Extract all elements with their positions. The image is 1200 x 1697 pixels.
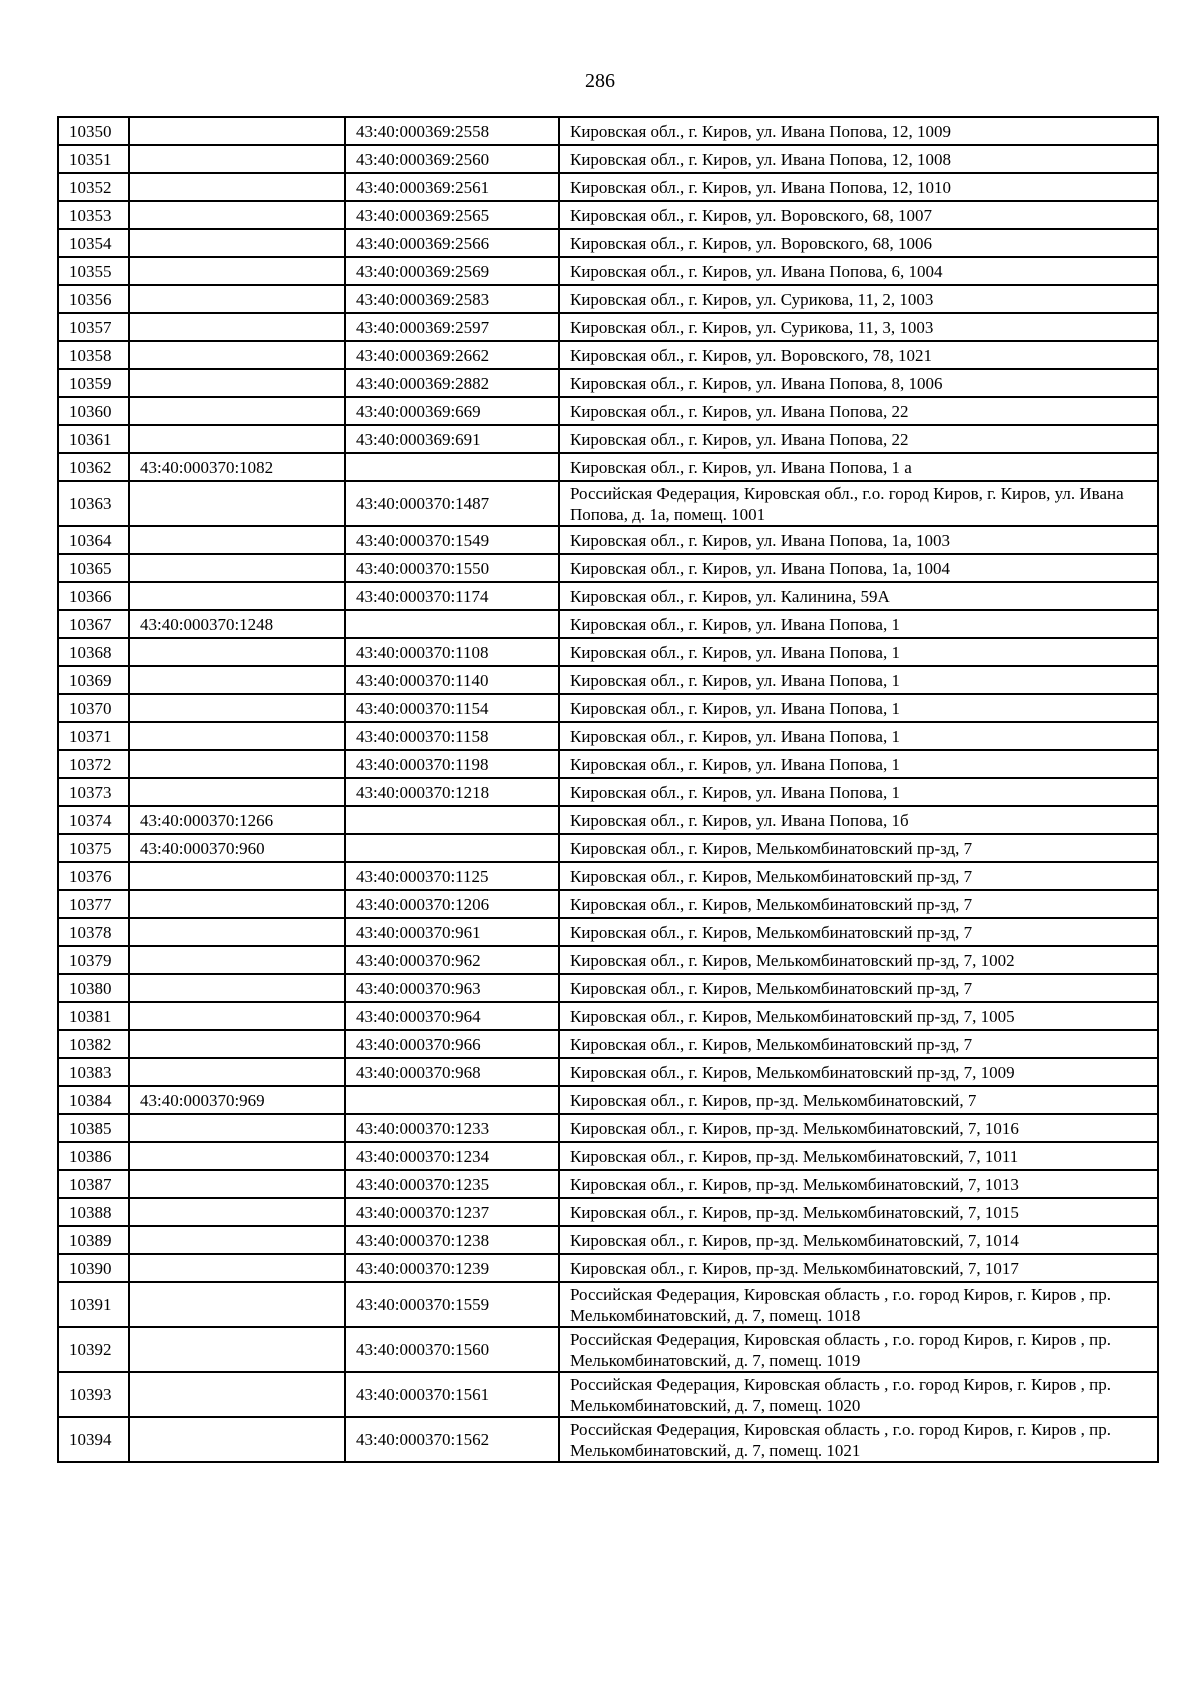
table-row (58, 750, 1158, 778)
table-row (58, 1002, 1158, 1030)
cadastral-number-1-cell (129, 1417, 345, 1462)
cadastral-number-2-cell: 43:40:000369:2565 (345, 201, 559, 229)
table-row (58, 694, 1158, 722)
cadastral-number-1-cell: 43:40:000370:1266 (129, 806, 345, 834)
cadastral-number-2-cell: 43:40:000369:2583 (345, 285, 559, 313)
cadastral-number-1-cell (129, 425, 345, 453)
cadastral-number-1-cell (129, 229, 345, 257)
cadastral-number-2-cell: 43:40:000370:1125 (345, 862, 559, 890)
cadastral-number-2-cell: 43:40:000370:1218 (345, 778, 559, 806)
cadastral-number-2-cell: 43:40:000369:2560 (345, 145, 559, 173)
table-row (58, 1170, 1158, 1198)
table-row (58, 1372, 1158, 1417)
row-number-cell: 10372 (58, 750, 129, 778)
table-row (58, 890, 1158, 918)
table-row (58, 1142, 1158, 1170)
address-cell: Кировская обл., г. Киров, Мелькомбинатовский пр-зд, 7, 1005 (559, 1002, 1158, 1030)
row-number-cell: 10377 (58, 890, 129, 918)
cadastral-number-2-cell: 43:40:000370:1561 (345, 1372, 559, 1417)
row-number-cell: 10369 (58, 666, 129, 694)
table-row (58, 341, 1158, 369)
cadastral-number-2-cell: 43:40:000369:2561 (345, 173, 559, 201)
cadastral-number-1-cell (129, 1282, 345, 1327)
cadastral-number-1-cell (129, 1198, 345, 1226)
table-row (58, 582, 1158, 610)
cadastral-number-1-cell (129, 722, 345, 750)
cadastral-number-2-cell: 43:40:000370:1198 (345, 750, 559, 778)
cadastral-number-1-cell (129, 313, 345, 341)
cadastral-number-1-cell (129, 341, 345, 369)
cadastral-number-1-cell: 43:40:000370:960 (129, 834, 345, 862)
cadastral-number-2-cell: 43:40:000370:1108 (345, 638, 559, 666)
address-cell: Кировская обл., г. Киров, Мелькомбинатовский пр-зд, 7, 1009 (559, 1058, 1158, 1086)
row-number-cell: 10371 (58, 722, 129, 750)
row-number-cell: 10365 (58, 554, 129, 582)
address-cell: Кировская обл., г. Киров, ул. Ивана Попова, 1а, 1003 (559, 526, 1158, 554)
row-number-cell: 10378 (58, 918, 129, 946)
cadastral-number-2-cell (345, 453, 559, 481)
cadastral-number-1-cell: 43:40:000370:1082 (129, 453, 345, 481)
cadastral-number-1-cell (129, 1058, 345, 1086)
row-number-cell: 10386 (58, 1142, 129, 1170)
cadastral-number-2-cell: 43:40:000369:2882 (345, 369, 559, 397)
address-cell: Кировская обл., г. Киров, ул. Сурикова, 11, 3, 1003 (559, 313, 1158, 341)
table-row (58, 946, 1158, 974)
cadastral-number-1-cell (129, 1114, 345, 1142)
cadastral-number-2-cell: 43:40:000370:963 (345, 974, 559, 1002)
address-cell: Кировская обл., г. Киров, ул. Ивана Попова, 22 (559, 425, 1158, 453)
cadastral-number-2-cell: 43:40:000370:964 (345, 1002, 559, 1030)
cadastral-number-1-cell (129, 145, 345, 173)
table-row (58, 834, 1158, 862)
address-cell: Кировская обл., г. Киров, ул. Ивана Попова, 1 (559, 722, 1158, 750)
cadastral-number-2-cell (345, 834, 559, 862)
table-row (58, 145, 1158, 173)
table-row (58, 313, 1158, 341)
table-row (58, 722, 1158, 750)
row-number-cell: 10352 (58, 173, 129, 201)
cadastral-number-2-cell: 43:40:000370:1562 (345, 1417, 559, 1462)
cadastral-number-1-cell (129, 201, 345, 229)
address-cell: Кировская обл., г. Киров, ул. Ивана Попова, 22 (559, 397, 1158, 425)
table-row (58, 229, 1158, 257)
address-cell: Российская Федерация, Кировская обл., г.о. город Киров, г. Киров, ул. Ивана Попова, д. 1а, помещ. 1001 (559, 481, 1158, 526)
table-row (58, 453, 1158, 481)
cadastral-number-2-cell: 43:40:000369:669 (345, 397, 559, 425)
address-cell: Кировская обл., г. Киров, Мелькомбинатовский пр-зд, 7 (559, 890, 1158, 918)
address-cell: Российская Федерация, Кировская область , г.о. город Киров, г. Киров , пр. Мелькомбинатовский, д. 7, помещ. 1019 (559, 1327, 1158, 1372)
table-row (58, 1086, 1158, 1114)
cadastral-number-2-cell: 43:40:000369:2558 (345, 117, 559, 145)
address-cell: Кировская обл., г. Киров, ул. Ивана Попова, 1б (559, 806, 1158, 834)
cadastral-number-2-cell: 43:40:000369:2566 (345, 229, 559, 257)
row-number-cell: 10388 (58, 1198, 129, 1226)
cadastral-number-1-cell (129, 1372, 345, 1417)
cadastral-number-2-cell: 43:40:000370:1487 (345, 481, 559, 526)
table-row (58, 1254, 1158, 1282)
address-cell: Российская Федерация, Кировская область , г.о. город Киров, г. Киров , пр. Мелькомбинатовский, д. 7, помещ. 1021 (559, 1417, 1158, 1462)
registry-table-body (58, 117, 1158, 1462)
row-number-cell: 10374 (58, 806, 129, 834)
cadastral-number-2-cell: 43:40:000370:1549 (345, 526, 559, 554)
address-cell: Кировская обл., г. Киров, пр-зд. Мелькомбинатовский, 7, 1016 (559, 1114, 1158, 1142)
page-number: 286 (585, 70, 615, 92)
table-row (58, 1198, 1158, 1226)
row-number-cell: 10391 (58, 1282, 129, 1327)
cadastral-number-2-cell: 43:40:000369:691 (345, 425, 559, 453)
cadastral-number-1-cell (129, 554, 345, 582)
table-row (58, 1282, 1158, 1327)
address-cell: Кировская обл., г. Киров, ул. Ивана Попова, 1 (559, 638, 1158, 666)
address-cell: Кировская обл., г. Киров, ул. Ивана Попова, 1а, 1004 (559, 554, 1158, 582)
cadastral-number-2-cell: 43:40:000370:1559 (345, 1282, 559, 1327)
address-cell: Кировская обл., г. Киров, ул. Ивана Попова, 8, 1006 (559, 369, 1158, 397)
cadastral-number-1-cell (129, 117, 345, 145)
cadastral-number-2-cell (345, 1086, 559, 1114)
row-number-cell: 10366 (58, 582, 129, 610)
row-number-cell: 10376 (58, 862, 129, 890)
table-row (58, 425, 1158, 453)
table-row (58, 554, 1158, 582)
cadastral-number-1-cell (129, 694, 345, 722)
address-cell: Кировская обл., г. Киров, пр-зд. Мелькомбинатовский, 7 (559, 1086, 1158, 1114)
cadastral-number-2-cell: 43:40:000370:1206 (345, 890, 559, 918)
row-number-cell: 10379 (58, 946, 129, 974)
table-row (58, 1030, 1158, 1058)
address-cell: Российская Федерация, Кировская область , г.о. город Киров, г. Киров , пр. Мелькомбинатовский, д. 7, помещ. 1018 (559, 1282, 1158, 1327)
table-row (58, 526, 1158, 554)
table-row (58, 610, 1158, 638)
cadastral-number-1-cell (129, 369, 345, 397)
address-cell: Кировская обл., г. Киров, Мелькомбинатовский пр-зд, 7 (559, 862, 1158, 890)
row-number-cell: 10362 (58, 453, 129, 481)
cadastral-number-1-cell (129, 526, 345, 554)
table-row (58, 285, 1158, 313)
cadastral-number-2-cell: 43:40:000370:961 (345, 918, 559, 946)
cadastral-number-2-cell: 43:40:000370:1233 (345, 1114, 559, 1142)
cadastral-number-2-cell (345, 806, 559, 834)
address-cell: Кировская обл., г. Киров, ул. Ивана Попова, 1 (559, 666, 1158, 694)
cadastral-number-1-cell (129, 1254, 345, 1282)
table-row (58, 117, 1158, 145)
row-number-cell: 10389 (58, 1226, 129, 1254)
cadastral-number-1-cell (129, 918, 345, 946)
cadastral-number-2-cell: 43:40:000370:962 (345, 946, 559, 974)
table-row (58, 173, 1158, 201)
row-number-cell: 10359 (58, 369, 129, 397)
table-row (58, 974, 1158, 1002)
address-cell: Кировская обл., г. Киров, Мелькомбинатовский пр-зд, 7 (559, 974, 1158, 1002)
address-cell: Кировская обл., г. Киров, ул. Воровского, 68, 1006 (559, 229, 1158, 257)
address-cell: Кировская обл., г. Киров, ул. Ивана Попова, 1 (559, 750, 1158, 778)
table-row (58, 1417, 1158, 1462)
cadastral-number-1-cell (129, 974, 345, 1002)
row-number-cell: 10373 (58, 778, 129, 806)
row-number-cell: 10393 (58, 1372, 129, 1417)
table-row (58, 257, 1158, 285)
table-row (58, 862, 1158, 890)
row-number-cell: 10383 (58, 1058, 129, 1086)
row-number-cell: 10370 (58, 694, 129, 722)
cadastral-number-1-cell (129, 481, 345, 526)
row-number-cell: 10375 (58, 834, 129, 862)
cadastral-number-1-cell (129, 257, 345, 285)
address-cell: Кировская обл., г. Киров, ул. Калинина, 59А (559, 582, 1158, 610)
registry-table (57, 116, 1159, 1463)
address-cell: Кировская обл., г. Киров, ул. Воровского, 68, 1007 (559, 201, 1158, 229)
cadastral-number-2-cell (345, 610, 559, 638)
row-number-cell: 10390 (58, 1254, 129, 1282)
table-row (58, 397, 1158, 425)
row-number-cell: 10385 (58, 1114, 129, 1142)
cadastral-number-1-cell (129, 1170, 345, 1198)
table-row (58, 481, 1158, 526)
address-cell: Российская Федерация, Кировская область , г.о. город Киров, г. Киров , пр. Мелькомбинатовский, д. 7, помещ. 1020 (559, 1372, 1158, 1417)
table-row (58, 806, 1158, 834)
address-cell: Кировская обл., г. Киров, ул. Ивана Попова, 1 (559, 694, 1158, 722)
row-number-cell: 10354 (58, 229, 129, 257)
address-cell: Кировская обл., г. Киров, Мелькомбинатовский пр-зд, 7 (559, 834, 1158, 862)
table-row (58, 638, 1158, 666)
address-cell: Кировская обл., г. Киров, Мелькомбинатовский пр-зд, 7 (559, 918, 1158, 946)
table-row (58, 1327, 1158, 1372)
address-cell: Кировская обл., г. Киров, ул. Ивана Попова, 1 (559, 778, 1158, 806)
cadastral-number-2-cell: 43:40:000370:968 (345, 1058, 559, 1086)
address-cell: Кировская обл., г. Киров, Мелькомбинатовский пр-зд, 7, 1002 (559, 946, 1158, 974)
cadastral-number-2-cell: 43:40:000370:1158 (345, 722, 559, 750)
row-number-cell: 10353 (58, 201, 129, 229)
cadastral-number-2-cell: 43:40:000370:1140 (345, 666, 559, 694)
row-number-cell: 10356 (58, 285, 129, 313)
cadastral-number-1-cell: 43:40:000370:969 (129, 1086, 345, 1114)
cadastral-number-1-cell (129, 397, 345, 425)
address-cell: Кировская обл., г. Киров, ул. Ивана Попова, 1 а (559, 453, 1158, 481)
row-number-cell: 10387 (58, 1170, 129, 1198)
address-cell: Кировская обл., г. Киров, ул. Ивана Попова, 1 (559, 610, 1158, 638)
row-number-cell: 10364 (58, 526, 129, 554)
cadastral-number-1-cell: 43:40:000370:1248 (129, 610, 345, 638)
cadastral-number-1-cell (129, 946, 345, 974)
cadastral-number-1-cell (129, 638, 345, 666)
cadastral-number-2-cell: 43:40:000370:1234 (345, 1142, 559, 1170)
table-row (58, 201, 1158, 229)
cadastral-number-2-cell: 43:40:000370:1238 (345, 1226, 559, 1254)
row-number-cell: 10368 (58, 638, 129, 666)
row-number-cell: 10384 (58, 1086, 129, 1114)
table-row (58, 369, 1158, 397)
table-row (58, 666, 1158, 694)
cadastral-number-2-cell: 43:40:000369:2569 (345, 257, 559, 285)
address-cell: Кировская обл., г. Киров, пр-зд. Мелькомбинатовский, 7, 1017 (559, 1254, 1158, 1282)
cadastral-number-2-cell: 43:40:000370:1237 (345, 1198, 559, 1226)
cadastral-number-1-cell (129, 750, 345, 778)
cadastral-number-1-cell (129, 778, 345, 806)
table-row (58, 1114, 1158, 1142)
cadastral-number-1-cell (129, 582, 345, 610)
cadastral-number-1-cell (129, 1030, 345, 1058)
row-number-cell: 10350 (58, 117, 129, 145)
row-number-cell: 10361 (58, 425, 129, 453)
cadastral-number-1-cell (129, 666, 345, 694)
cadastral-number-2-cell: 43:40:000370:966 (345, 1030, 559, 1058)
address-cell: Кировская обл., г. Киров, ул. Ивана Попова, 12, 1010 (559, 173, 1158, 201)
address-cell: Кировская обл., г. Киров, пр-зд. Мелькомбинатовский, 7, 1011 (559, 1142, 1158, 1170)
cadastral-number-2-cell: 43:40:000370:1174 (345, 582, 559, 610)
cadastral-number-2-cell: 43:40:000370:1239 (345, 1254, 559, 1282)
cadastral-number-2-cell: 43:40:000369:2662 (345, 341, 559, 369)
row-number-cell: 10358 (58, 341, 129, 369)
cadastral-number-2-cell: 43:40:000370:1154 (345, 694, 559, 722)
row-number-cell: 10363 (58, 481, 129, 526)
table-row (58, 918, 1158, 946)
address-cell: Кировская обл., г. Киров, ул. Ивана Попова, 12, 1009 (559, 117, 1158, 145)
row-number-cell: 10394 (58, 1417, 129, 1462)
cadastral-number-2-cell: 43:40:000370:1235 (345, 1170, 559, 1198)
cadastral-number-1-cell (129, 285, 345, 313)
cadastral-number-1-cell (129, 173, 345, 201)
cadastral-number-1-cell (129, 1002, 345, 1030)
address-cell: Кировская обл., г. Киров, ул. Ивана Попова, 12, 1008 (559, 145, 1158, 173)
table-row (58, 1226, 1158, 1254)
address-cell: Кировская обл., г. Киров, пр-зд. Мелькомбинатовский, 7, 1014 (559, 1226, 1158, 1254)
row-number-cell: 10382 (58, 1030, 129, 1058)
cadastral-number-2-cell: 43:40:000369:2597 (345, 313, 559, 341)
cadastral-number-1-cell (129, 1327, 345, 1372)
row-number-cell: 10351 (58, 145, 129, 173)
row-number-cell: 10355 (58, 257, 129, 285)
cadastral-number-2-cell: 43:40:000370:1560 (345, 1327, 559, 1372)
address-cell: Кировская обл., г. Киров, ул. Сурикова, 11, 2, 1003 (559, 285, 1158, 313)
cadastral-number-1-cell (129, 890, 345, 918)
row-number-cell: 10381 (58, 1002, 129, 1030)
cadastral-number-2-cell: 43:40:000370:1550 (345, 554, 559, 582)
row-number-cell: 10392 (58, 1327, 129, 1372)
address-cell: Кировская обл., г. Киров, пр-зд. Мелькомбинатовский, 7, 1015 (559, 1198, 1158, 1226)
row-number-cell: 10380 (58, 974, 129, 1002)
address-cell: Кировская обл., г. Киров, ул. Ивана Попова, 6, 1004 (559, 257, 1158, 285)
cadastral-number-1-cell (129, 1142, 345, 1170)
cadastral-number-1-cell (129, 862, 345, 890)
address-cell: Кировская обл., г. Киров, Мелькомбинатовский пр-зд, 7 (559, 1030, 1158, 1058)
row-number-cell: 10367 (58, 610, 129, 638)
row-number-cell: 10360 (58, 397, 129, 425)
row-number-cell: 10357 (58, 313, 129, 341)
table-row (58, 1058, 1158, 1086)
address-cell: Кировская обл., г. Киров, ул. Воровского, 78, 1021 (559, 341, 1158, 369)
table-row (58, 778, 1158, 806)
cadastral-number-1-cell (129, 1226, 345, 1254)
address-cell: Кировская обл., г. Киров, пр-зд. Мелькомбинатовский, 7, 1013 (559, 1170, 1158, 1198)
